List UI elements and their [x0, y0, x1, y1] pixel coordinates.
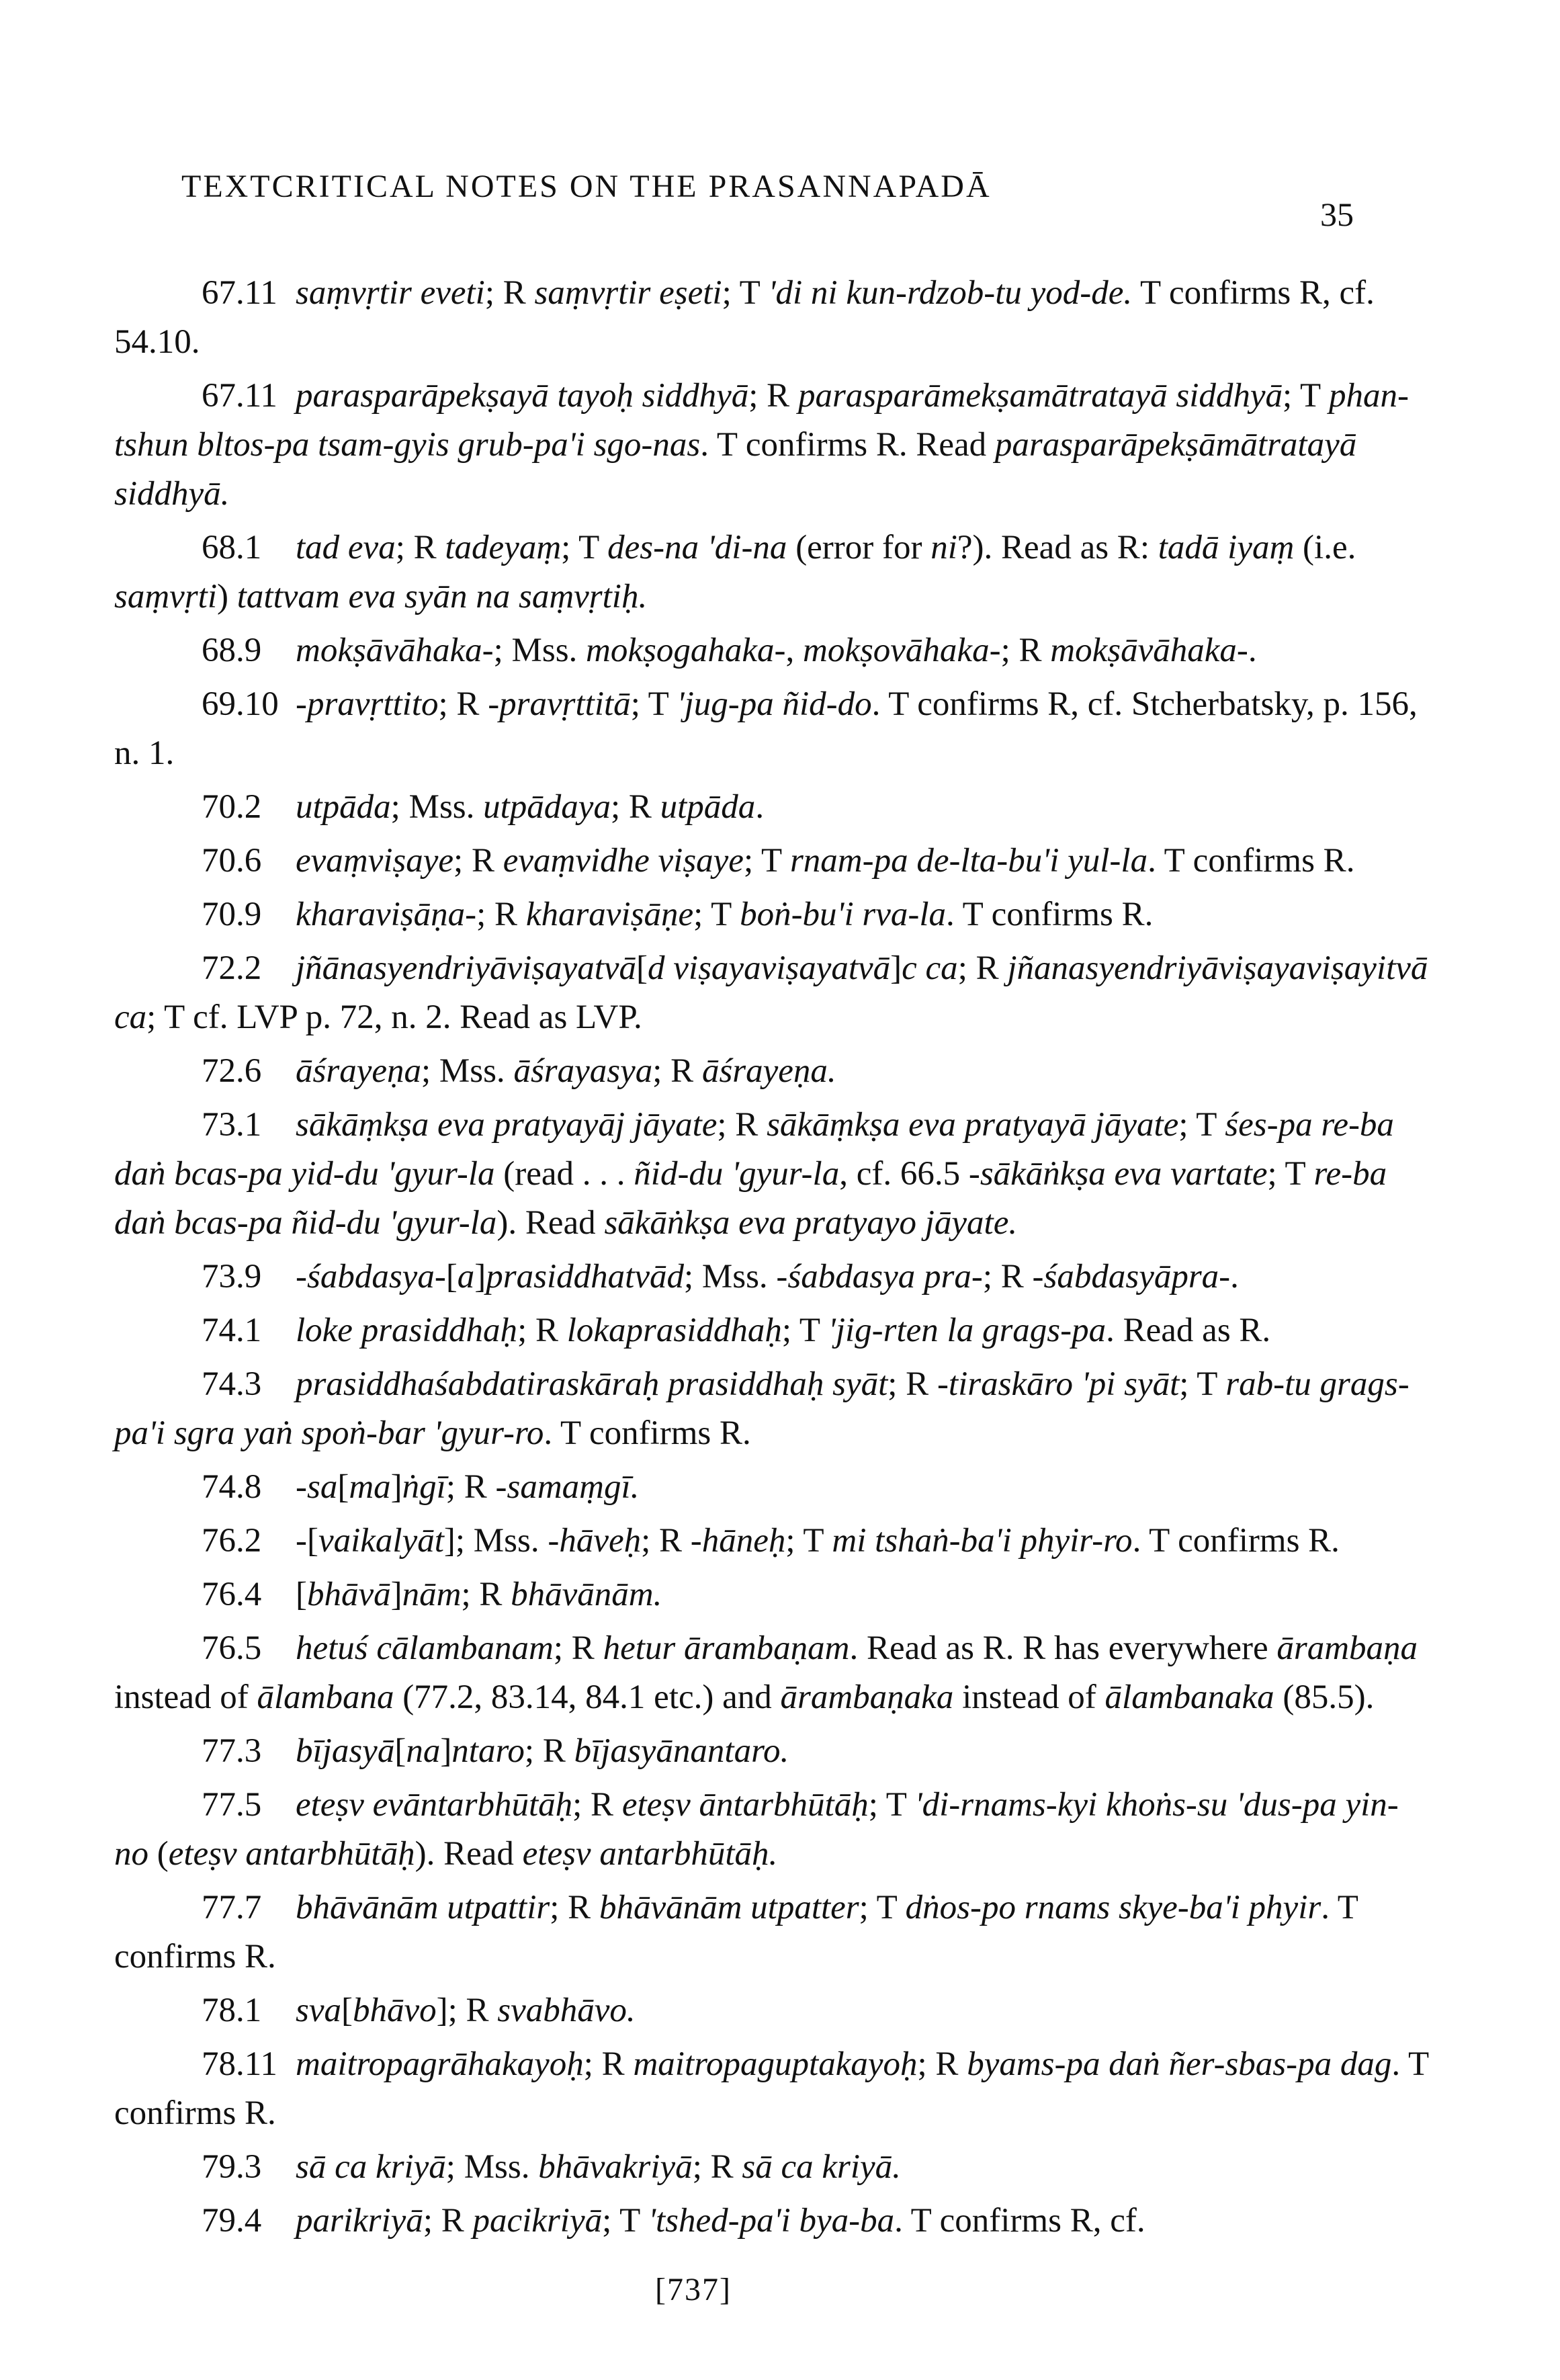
note-text: ( — [148, 1835, 169, 1873]
note-text: . T confirms R. — [946, 896, 1154, 933]
note-italic-text: mokṣogahaka- — [586, 632, 786, 669]
note-italic-text: ārambaṇa — [1276, 1629, 1418, 1667]
note-text: ; T — [1179, 1365, 1226, 1403]
note-text: ; R — [438, 685, 488, 723]
note-entry — [114, 1781, 1431, 1879]
note-italic-text: eteṣv āntarbhūtāḥ — [621, 1786, 869, 1824]
note-italic-text: āśrayasya — [513, 1052, 653, 1090]
note-text: ; T — [781, 1312, 828, 1349]
note-italic-text: maitropagrāhakayoḥ — [296, 2045, 584, 2083]
note-entry — [114, 1463, 1431, 1512]
note-italic-text: -sākāṅkṣa eva vartate — [968, 1155, 1268, 1193]
note-text: instead of — [114, 1678, 257, 1716]
note-italic-text: tadeyaṃ — [445, 529, 562, 566]
note-text: [ — [636, 949, 648, 987]
note-text: ]; Mss. — [443, 1522, 548, 1560]
note-text: ; T — [1178, 1106, 1225, 1144]
note-text: ; T — [602, 2202, 649, 2240]
note-reference: 70.6 — [202, 842, 262, 880]
note-text: ; R — [453, 842, 503, 880]
note-text: ; T — [630, 685, 677, 723]
note-italic-text: re-ba daṅ bcas-pa ñid-du 'gyur-la — [114, 1155, 1387, 1242]
note-text: ; Mss. — [390, 788, 484, 826]
note-italic-text: sva — [296, 1992, 341, 2029]
note-text: ; R — [445, 1468, 496, 1506]
folio-mark: [737] — [655, 2272, 732, 2307]
note-text: ; R — [957, 949, 1008, 987]
note-text: ; T — [785, 1522, 832, 1560]
note-italic-text: kharaviṣāṇe — [525, 896, 694, 933]
note-italic-text: -samaṃgī. — [495, 1468, 640, 1506]
note-entry — [114, 1047, 1431, 1096]
note-italic-text: sākāṃkṣa eva pratyayāj jāyate — [296, 1106, 718, 1144]
note-reference: 74.1 — [202, 1312, 262, 1349]
note-text: ] — [390, 1468, 402, 1506]
note-italic-text: dṅos-po rnams skye-ba'i phyir — [905, 1889, 1321, 1926]
note-reference: 68.1 — [202, 529, 262, 566]
note-text: ; R — [982, 1258, 1033, 1295]
note-italic-text: bhāvā — [306, 1576, 391, 1613]
note-italic-text: svabhāvo. — [497, 1992, 636, 2029]
note-entry — [114, 372, 1431, 519]
note-entry — [114, 523, 1431, 622]
note-italic-text: jñanasyendriyāviṣayaviṣayitvā ca — [114, 949, 1428, 1036]
note-text: ; R — [717, 1106, 767, 1144]
note-italic-text: kharaviṣāṇa- — [296, 896, 477, 933]
note-italic-text: -hāveḥ — [548, 1522, 642, 1560]
note-text: ; R — [641, 1522, 691, 1560]
note-entry — [114, 944, 1431, 1042]
note-text: ; R — [610, 788, 660, 826]
note-reference: 78.11 — [202, 2045, 277, 2083]
note-italic-text: 'jig-rten la grags-pa — [828, 1312, 1107, 1349]
note-text: ; R — [550, 1889, 599, 1926]
note-italic-text: 'di ni kun-rdzob-tu yod-de. — [768, 274, 1133, 312]
note-entry — [114, 1727, 1431, 1776]
note-italic-text: -śabdasya pra- — [776, 1258, 983, 1295]
note-text: ] — [474, 1258, 486, 1295]
note-text: [ — [337, 1468, 349, 1506]
note-italic-text: mokṣovāhaka- — [802, 632, 1001, 669]
note-italic-text: utpāda — [660, 788, 756, 826]
note-text: . T confirms R. — [1132, 1522, 1340, 1560]
note-text: (i.e. — [1294, 529, 1356, 566]
note-italic-text: ñid-du 'gyur-la — [634, 1155, 840, 1193]
note-reference: 70.2 — [202, 788, 262, 826]
note-text: . — [1248, 632, 1257, 669]
note-italic-text: evaṃviṣaye — [296, 842, 454, 880]
note-italic-text: utpādaya — [483, 788, 611, 826]
note-italic-text: prasiddhaśabdatiraskāraḥ prasiddhaḥ syāt — [296, 1365, 888, 1403]
note-reference: 72.2 — [202, 949, 262, 987]
note-italic-text: bhāvānām. — [511, 1576, 662, 1613]
note-italic-text: d viṣayaviṣayatvā — [648, 949, 891, 987]
note-italic-text: śes-pa re-ba daṅ bcas-pa yid-du 'gyur-la — [114, 1106, 1394, 1193]
note-italic-text: bhāvo — [352, 1992, 437, 2029]
note-text: ] — [890, 949, 902, 987]
note-text: ?). Read as R: — [957, 529, 1158, 566]
note-text: . — [1230, 1258, 1239, 1295]
note-text: ; R — [583, 2045, 634, 2083]
note-text: ; T — [868, 1786, 915, 1824]
note-text: . T confirms R. — [114, 2045, 1429, 2132]
note-text: ; R — [476, 896, 526, 933]
note-text: T confirms R, cf. 54.10. — [114, 274, 1375, 361]
note-italic-text: -pravṛttitā — [488, 685, 631, 723]
note-italic-text: saṃvṛtir eveti — [296, 274, 485, 312]
note-italic-text: hetur ārambaṇam — [603, 1629, 850, 1667]
note-reference: 77.3 — [202, 1732, 262, 1770]
note-entry — [114, 1252, 1431, 1302]
page-number: 35 — [1320, 196, 1354, 233]
note-italic-text: lokaprasiddhaḥ — [566, 1312, 782, 1349]
note-text: ; Mss. — [683, 1258, 777, 1295]
note-text: (error for — [787, 529, 931, 566]
note-italic-text: parikriyā — [296, 2202, 423, 2240]
note-text: [ — [296, 1576, 307, 1613]
note-reference: 73.1 — [202, 1106, 262, 1144]
note-text: ; T — [722, 274, 769, 312]
note-entry — [114, 1306, 1431, 1355]
note-italic-text: 'jug-pa ñid-do — [677, 685, 872, 723]
note-italic-text: tattvam eva syān na saṃvṛtiḥ. — [236, 578, 648, 615]
note-reference: 69.10 — [202, 685, 279, 723]
note-entry — [114, 680, 1431, 778]
note-italic-text: parasparāpekṣayā tayoḥ siddhyā — [296, 377, 749, 415]
note-italic-text: ārambaṇaka — [780, 1678, 954, 1716]
note-italic-text: bhāvānām utpatter — [599, 1889, 859, 1926]
note-entry — [114, 1517, 1431, 1566]
note-text: ]; R — [436, 1992, 498, 2029]
note-entry — [114, 1570, 1431, 1619]
note-text: ; T — [693, 896, 740, 933]
note-italic-text: phan-tshun bltos-pa tsam-gyis grub-pa'i sgo-nas — [114, 377, 1409, 464]
note-text: instead of — [953, 1678, 1105, 1716]
note-italic-text: bījasyā — [296, 1732, 395, 1770]
note-italic-text: maitropaguptakayoḥ — [633, 2045, 918, 2083]
note-text: (read . . . — [494, 1155, 634, 1193]
note-reference: 76.5 — [202, 1629, 262, 1667]
note-italic-text: āśrayeṇa. — [701, 1052, 836, 1090]
note-text: [ — [341, 1992, 353, 2029]
note-text: . Read as R. — [1106, 1312, 1271, 1349]
note-reference: 77.5 — [202, 1786, 262, 1824]
note-text: (85.5). — [1274, 1678, 1375, 1716]
note-reference: 67.11 — [202, 274, 277, 312]
note-text: (77.2, 83.14, 84.1 etc.) and — [394, 1678, 781, 1716]
note-italic-text: ni — [930, 529, 957, 566]
note-text: . T confirms R. — [544, 1414, 751, 1452]
note-italic-text: bījasyānantaro. — [574, 1732, 789, 1770]
note-text: ; R — [524, 1732, 574, 1770]
note-text: ; R — [748, 377, 798, 415]
note-text: ] — [390, 1576, 402, 1613]
note-text: . T confirms R. Read — [700, 426, 995, 464]
note-text: ; R — [692, 2148, 742, 2186]
note-italic-text: tadā iyaṃ — [1158, 529, 1295, 566]
note-italic-text: ālambana — [257, 1678, 394, 1716]
note-text: ) — [217, 578, 237, 615]
note-italic-text: na — [406, 1732, 441, 1770]
running-head: TEXTCRITICAL NOTES ON THE PRASANNAPADĀ — [181, 169, 992, 204]
note-text: ; R — [572, 1786, 622, 1824]
note-italic-text: byams-pa daṅ ñer-sbas-pa dag — [967, 2045, 1392, 2083]
note-reference: 72.6 — [202, 1052, 262, 1090]
note-italic-text: des-na 'di-na — [607, 529, 787, 566]
note-text: ; R — [1000, 632, 1051, 669]
note-italic-text: c ca — [902, 949, 958, 987]
note-italic-text: ntaro — [451, 1732, 525, 1770]
note-text: ; Mss. — [421, 1052, 514, 1090]
note-italic-text: parasparāmekṣamātratayā siddhyā — [797, 377, 1283, 415]
note-text: [ — [445, 1258, 458, 1295]
note-text: [ — [394, 1732, 406, 1770]
note-text: ; T cf. LVP p. 72, n. 2. Read as LVP. — [146, 998, 642, 1036]
note-text: . T confirms R, cf. — [894, 2202, 1145, 2240]
note-text: -[ — [296, 1522, 318, 1560]
note-reference: 79.3 — [202, 2148, 262, 2186]
note-text: ; Mss. — [445, 2148, 539, 2186]
note-italic-text: sākāṅkṣa eva pratyayo jāyate. — [604, 1204, 1018, 1242]
note-entry — [114, 783, 1431, 832]
note-text: ; R — [917, 2045, 967, 2083]
note-text: ). Read — [496, 1204, 605, 1242]
note-reference: 68.9 — [202, 632, 262, 669]
note-entry — [114, 269, 1431, 367]
note-reference: 76.2 — [202, 1522, 262, 1560]
note-reference: 70.9 — [202, 896, 262, 933]
note-text: ; T — [743, 842, 790, 880]
note-italic-text: bhāvakriyā — [538, 2148, 693, 2186]
note-italic-text: eteṣv antarbhūtāḥ — [168, 1835, 415, 1873]
note-entry — [114, 1624, 1431, 1722]
note-italic-text: ālambanaka — [1104, 1678, 1274, 1716]
note-entry — [114, 2197, 1431, 2246]
note-reference: 79.4 — [202, 2202, 262, 2240]
note-italic-text: pacikriyā — [472, 2202, 603, 2240]
note-italic-text: sākāṃkṣa eva pratyayā jāyate — [767, 1106, 1179, 1144]
note-reference: 76.4 — [202, 1576, 262, 1613]
note-text: ; R — [652, 1052, 702, 1090]
note-text: ; R — [553, 1629, 603, 1667]
note-text: . T confirms R. — [1147, 842, 1355, 880]
note-italic-text: hetuś cālambanam — [296, 1629, 554, 1667]
note-entry — [114, 626, 1431, 675]
note-text: . — [755, 788, 765, 826]
note-italic-text: utpāda — [296, 788, 391, 826]
note-italic-text: evaṃvidhe viṣaye — [503, 842, 744, 880]
note-text: . T confirms R, cf. Stcherbatsky, p. 156, n. 1. — [114, 685, 1418, 772]
note-text: ; R — [887, 1365, 937, 1403]
note-italic-text: tad eva — [296, 529, 396, 566]
note-italic-text: āśrayeṇa — [296, 1052, 421, 1090]
note-italic-text: rab-tu grags-pa'i sgra yaṅ spoṅ-bar 'gyur-ro — [114, 1365, 1410, 1452]
note-reference: 73.9 — [202, 1258, 262, 1295]
note-text: ; R — [461, 1576, 511, 1613]
note-italic-text: loke prasiddhaḥ — [296, 1312, 518, 1349]
note-text: ; R — [395, 529, 445, 566]
note-text: ] — [440, 1732, 452, 1770]
note-reference: 77.7 — [202, 1889, 262, 1926]
note-text: ; T — [1283, 377, 1329, 415]
note-text: ). Read — [415, 1835, 523, 1873]
note-italic-text: bhāvānām utpattir — [296, 1889, 550, 1926]
textcritical-notes-list — [114, 269, 1431, 2250]
note-italic-text: saṃvṛti — [114, 578, 217, 615]
note-text: . T confirms R. — [114, 1889, 1358, 1975]
note-italic-text: ma — [349, 1468, 391, 1506]
note-italic-text: boṅ-bu'i rva-la — [740, 896, 947, 933]
note-text: ; T — [561, 529, 608, 566]
note-italic-text: -śabdasyāpra- — [1032, 1258, 1231, 1295]
note-italic-text: prasiddhatvād — [486, 1258, 684, 1295]
note-reference: 78.1 — [202, 1992, 262, 2029]
note-italic-text: -sa — [296, 1468, 338, 1506]
note-entry — [114, 2143, 1431, 2192]
note-italic-text: a — [457, 1258, 475, 1295]
note-entry — [114, 1101, 1431, 1248]
note-italic-text: sā ca kriyā. — [742, 2148, 901, 2186]
note-text: ; R — [517, 1312, 567, 1349]
note-reference: 74.8 — [202, 1468, 262, 1506]
note-entry — [114, 1883, 1431, 1982]
note-italic-text: ṅgī — [402, 1468, 446, 1506]
note-entry — [114, 2040, 1431, 2138]
note-italic-text: 'di-rnams-kyi khoṅs-su 'dus-pa yin-no — [114, 1786, 1399, 1873]
note-italic-text: mokṣāvāhaka- — [1050, 632, 1248, 669]
note-italic-text: -pravṛttito — [296, 685, 439, 723]
note-italic-text: mokṣāvāhaka- — [296, 632, 494, 669]
note-text: ; T — [1267, 1155, 1314, 1193]
note-entry — [114, 837, 1431, 886]
note-italic-text: -tiraskāro 'pi syāt — [937, 1365, 1180, 1403]
note-italic-text: parasparāpekṣāmātratayā siddhyā. — [114, 426, 1357, 513]
note-text: ; R — [423, 2202, 473, 2240]
note-text: . Read as R. R has everywhere — [849, 1629, 1277, 1667]
note-italic-text: -hāneḥ — [690, 1522, 786, 1560]
note-italic-text: -śabdasya- — [296, 1258, 446, 1295]
note-italic-text: sā ca kriyā — [296, 2148, 446, 2186]
note-italic-text: saṃvṛtir eṣeti — [534, 274, 722, 312]
note-italic-text: eteṣv antarbhūtāḥ. — [522, 1835, 778, 1873]
note-italic-text: mi tshaṅ-ba'i phyir-ro — [832, 1522, 1133, 1560]
note-italic-text: 'tshed-pa'i bya-ba — [648, 2202, 895, 2240]
note-entry — [114, 890, 1431, 939]
note-reference: 74.3 — [202, 1365, 262, 1403]
note-italic-text: vaikalyāt — [318, 1522, 444, 1560]
note-reference: 67.11 — [202, 377, 277, 415]
note-text: ; Mss. — [493, 632, 587, 669]
note-italic-text: rnam-pa de-lta-bu'i yul-la — [789, 842, 1148, 880]
note-text: , — [785, 632, 803, 669]
note-text: ; T — [859, 1889, 906, 1926]
note-italic-text: jñānasyendriyāviṣayatvā — [296, 949, 637, 987]
note-italic-text: nām — [402, 1576, 462, 1613]
note-italic-text: eteṣv evāntarbhūtāḥ — [296, 1786, 573, 1824]
note-entry — [114, 1360, 1431, 1458]
note-entry — [114, 1986, 1431, 2035]
note-text: ; R — [484, 274, 535, 312]
note-text: , cf. 66.5 — [839, 1155, 969, 1193]
